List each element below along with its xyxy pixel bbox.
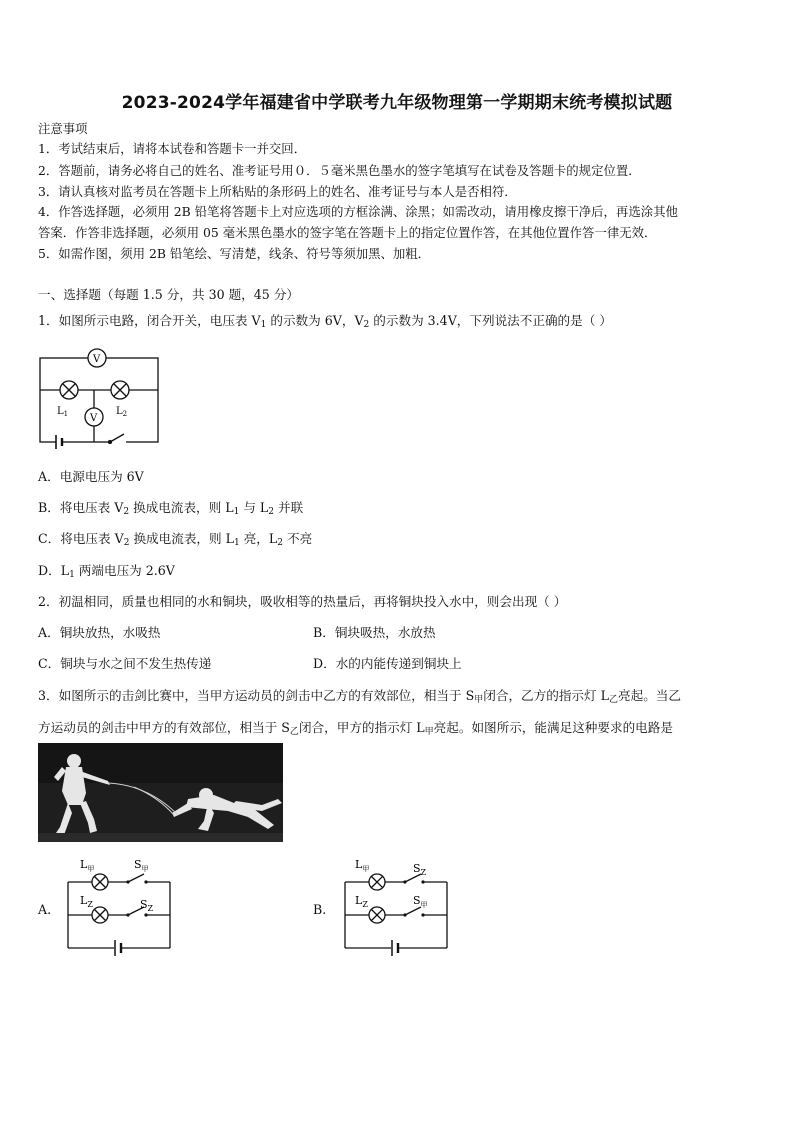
question-1-option-d: D．$L_1$ 两端电压为 2.6V [38, 563, 175, 580]
notice-item: 2．答题前，请务必将自己的姓名、准考证号用０．５毫米黑色墨水的签字笔填写在试卷及答题卡的规定位置． [38, 163, 641, 178]
section-heading: 一、选择题（每题 1.5 分，共 30 题，45 分） [38, 287, 300, 302]
question-1-circuit-diagram [36, 342, 166, 450]
switch-jia-label: $S_甲$ [413, 894, 428, 909]
notice-item: 答案．作答非选择题，必须用 05 毫米黑色墨水的签字笔在答题卡上的指定位置作答，在其他位置作答一律无效． [38, 225, 657, 240]
question-1-option-c: C．将电压表 $V_2$ 换成电流表，则 $L_1$ 亮，$L_2$ 不亮 [38, 531, 313, 548]
question-2-option-c: C．铜块与水之间不发生热传递 [38, 656, 212, 671]
switch-yi-label: $S_Z$ [140, 898, 154, 913]
question-3-stem-line1: 3．如图所示的击剑比赛中，当甲方运动员的剑击中乙方的有效部位，相当于 $S_甲$闭合，乙方的指示灯 $L_乙$亮起。当乙 [38, 688, 681, 705]
notice-item: 4．作答选择题，必须用 2B 铅笔将答题卡上对应选项的方框涂满、涂黑；如需改动，请用橡皮擦干净后，再选涂其他 [38, 204, 678, 219]
question-2-option-d: D．水的内能传递到铜块上 [313, 656, 462, 671]
question-1-stem: 1．如图所示电路，闭合开关，电压表 $V_1$ 的示数为 6V，$V_2$ 的示数为 3.4V，下列说法不正确的是（ ） [38, 313, 612, 330]
question-3-circuit-b [337, 852, 455, 960]
lamp-jia-label: $L_甲$ [80, 858, 95, 873]
notice-item: 1．考试结束后，请将本试卷和答题卡一并交回． [38, 141, 307, 156]
switch-yi-label: $S_Z$ [413, 862, 427, 877]
question-1-option-b: B．将电压表 $V_2$ 换成电流表，则 $L_1$ 与 $L_2$ 并联 [38, 500, 304, 517]
question-3-option-a-label: A. [38, 902, 52, 917]
page-title: 2023-2024学年福建省中学联考九年级物理第一学期期末统考模拟试题 [121, 93, 673, 113]
question-2-option-a: A．铜块放热，水吸热 [38, 625, 161, 640]
lamp-l1-label: $L_1$ [57, 406, 69, 418]
lamp-l2-label: $L_2$ [116, 406, 128, 418]
lamp-yi-label: $L_Z$ [80, 894, 93, 909]
question-2-option-b: B．铜块吸热，水放热 [313, 625, 436, 640]
fencing-photo [38, 743, 283, 842]
question-3-circuit-a [60, 852, 178, 960]
notice-item: 3．请认真核对监考员在答题卡上所粘贴的条形码上的姓名、准考证号与本人是否相符． [38, 184, 517, 199]
question-2-stem: 2．初温相同，质量也相同的水和铜块，吸收相等的热量后，再将铜块投入水中，则会出现（ ） [38, 594, 567, 609]
notice-item: 5．如需作图，须用 2B 铅笔绘、写清楚，线条、符号等须加黑、加粗． [38, 246, 431, 261]
notice-heading: 注意事项 [38, 121, 88, 136]
lamp-jia-label: $L_甲$ [355, 858, 370, 873]
question-1-option-a: A．电源电压为 6V [38, 469, 144, 484]
question-3-option-b-label: B. [313, 902, 327, 917]
lamp-yi-label: $L_Z$ [355, 894, 368, 909]
switch-jia-label: $S_甲$ [134, 858, 149, 873]
question-3-stem-line2: 方运动员的剑击中甲方的有效部位，相当于 $S_乙$闭合，甲方的指示灯 $L_甲$亮起。如图所示，能满足这种要求的电路是 [38, 720, 673, 737]
voltmeter-v2-label: V [90, 413, 98, 424]
voltmeter-v1-label: V [93, 354, 101, 365]
